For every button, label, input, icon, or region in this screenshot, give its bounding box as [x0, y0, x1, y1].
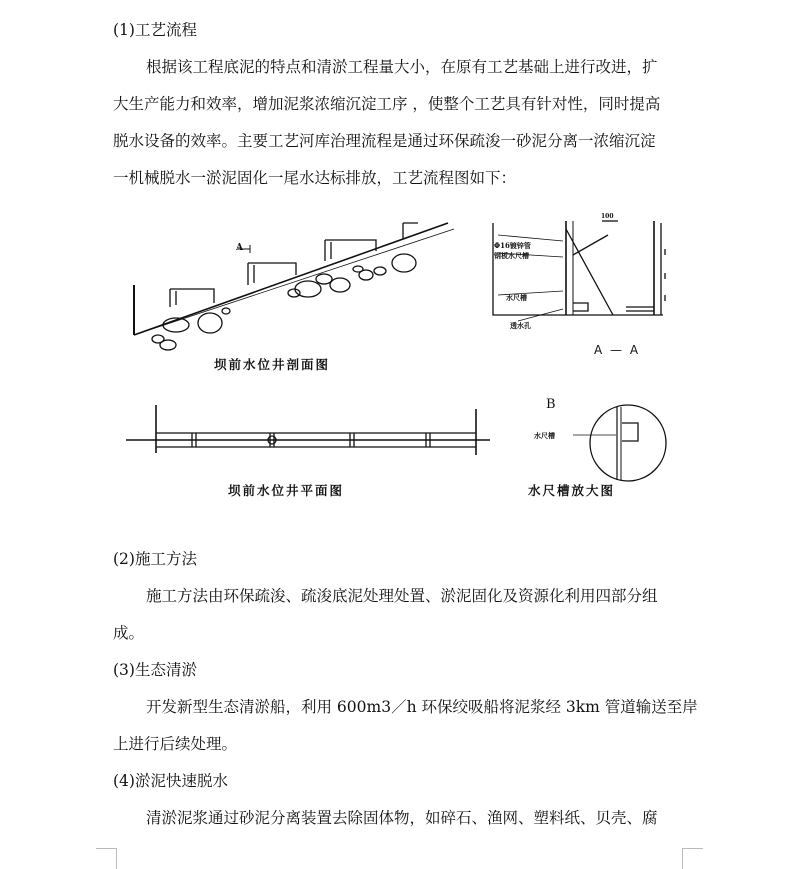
engineering-figure [118, 205, 698, 515]
paragraph-line: 上进行后续处理。 [113, 735, 238, 753]
paragraph-line: 施工方法由环保疏浚、疏浚底泥处理处置、淤泥固化及资源化利用四部分组 [146, 587, 658, 605]
figure-annotation-pipe: Φ16镀锌管 [494, 241, 531, 250]
figure-annotation-hole: 透水孔 [510, 321, 531, 330]
figure-annotation-ruler: 水尺槽 [506, 293, 527, 302]
paragraph-line: 开发新型生态清淤船，利用 600m3／h 环保绞吸船将泥浆经 3km 管道输送至岸 [146, 698, 698, 716]
figure-detail-title: 水尺槽放大图 [528, 483, 616, 498]
heading-ecological-dredging: (3)生态清淤 [113, 661, 197, 679]
heading-rapid-dewatering: (4)淤泥快速脱水 [113, 772, 228, 790]
paragraph-line: 一机械脱水一淤泥固化一尾水达标排放，工艺流程图如下： [113, 169, 517, 187]
paragraph-line: 脱水设备的效率。主要工艺河库治理流程是通过环保疏浚一砂泥分离一浓缩沉淀 [113, 132, 656, 150]
page-corner-mark-right [682, 848, 703, 869]
paragraph-line: 根据该工程底泥的特点和清淤工程量大小，在原有工艺基础上进行改进，扩 [146, 58, 658, 76]
figure-plan-title: 坝前水位井平面图 [228, 483, 345, 498]
figure-drawing [118, 205, 698, 515]
heading-construction-method: (2)施工方法 [113, 550, 197, 568]
figure-b-marker: B [546, 397, 556, 412]
figure-annotation-ruler-detail: 水尺槽 [534, 431, 555, 440]
figure-annotation-ruler-bracket: 钢板水尺槽 [494, 251, 529, 260]
page-corner-mark-left [96, 848, 117, 869]
paragraph-line: 清淤泥浆通过砂泥分离装置去除固体物，如碎石、渔网、塑料纸、贝壳、腐 [146, 809, 658, 827]
figure-dimension: 100 [601, 213, 614, 220]
heading-process-flow: (1)工艺流程 [113, 21, 197, 39]
paragraph-line: 成。 [113, 624, 145, 642]
figure-a-marker: A [236, 243, 243, 253]
paragraph-line: 大生产能力和效率，增加泥浆浓缩沉淀工序 ，使整个工艺具有针对性，同时提高 [113, 95, 661, 113]
figure-aa-label: A — A [594, 343, 641, 357]
figure-section-title: 坝前水位井剖面图 [214, 357, 331, 372]
